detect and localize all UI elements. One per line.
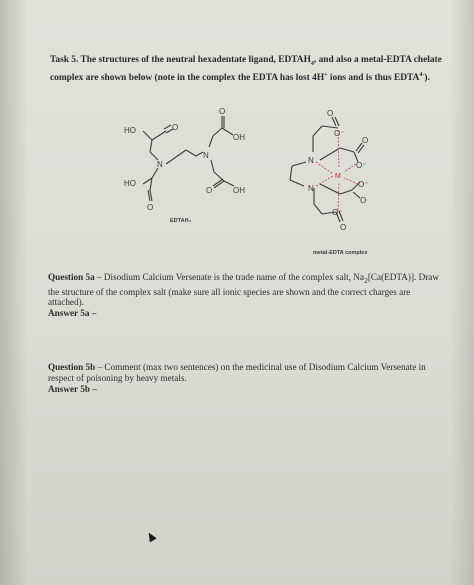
question-5a-label: Question 5a xyxy=(48,272,95,282)
complex-atom-n-bottom: N xyxy=(308,184,314,193)
complex-caption: metal-EDTA complex xyxy=(313,250,368,256)
task-text-3: ions and is thus EDTA xyxy=(327,73,420,83)
complex-atom-ominus-right-top: O⁻ xyxy=(356,161,367,170)
question-5b-label: Question 5b xyxy=(48,362,96,372)
atom-ho-mid: HO xyxy=(124,179,136,188)
metal-edta-complex-structure xyxy=(290,117,367,222)
task-text-4: ). xyxy=(424,73,430,83)
chemical-structures xyxy=(0,0,474,270)
complex-metal-center: M xyxy=(335,173,341,180)
question-5a-text-a: – Disodium Calcium Versenate is the trade name of the complex salt, Na xyxy=(94,272,364,282)
question-5b-text: – Comment (max two sentences) on the medicinal use of Disodium Calcium Versenate in respect of poisoning by heavy metals. xyxy=(48,362,426,383)
edtah4-structure xyxy=(143,116,234,201)
coordination-bonds xyxy=(316,130,358,210)
question-5b xyxy=(48,362,448,394)
mouse-cursor-icon xyxy=(145,531,156,543)
question-5a-sub-2: 2 xyxy=(363,275,368,285)
atom-ho-top: HO xyxy=(124,126,136,135)
complex-atom-ominus-bottom: O⁻ xyxy=(332,208,343,217)
question-5a-text-b: [Ca(EDTA)]. Draw the structure of the complex salt (make sure all ionic species are shown and the correct charges are attached). xyxy=(48,272,440,308)
question-5a xyxy=(48,272,448,319)
task-text-1: Task 5. The structures of the neutral hexadentate ligand, EDTAH xyxy=(50,55,311,65)
task-sub-4: 4 xyxy=(310,60,314,67)
task-text-2: , and also a metal-EDTA chelate complex are shown below (note in the complex the EDTA has lost 4H xyxy=(50,55,442,83)
atom-oh-right: OH xyxy=(233,133,245,142)
ligand-caption: EDTAH₄ xyxy=(170,218,192,224)
answer-5b-label: Answer 5b – xyxy=(48,383,97,394)
atom-n-left: N xyxy=(157,160,163,169)
complex-atom-o-bottom: O xyxy=(340,223,347,232)
complex-atom-ominus-right-bottom: O⁻ xyxy=(358,180,369,189)
complex-atom-ominus-top: O⁻ xyxy=(334,129,345,138)
complex-atom-o-right-bottom: O xyxy=(360,196,367,205)
complex-atom-o-right-top: O xyxy=(362,136,369,145)
task-sup-plus: + xyxy=(324,71,328,78)
atom-o-bottom: O xyxy=(147,203,154,212)
atom-o-right-bottom: O xyxy=(206,186,213,195)
complex-atom-n-top: N xyxy=(308,156,314,165)
atom-oh-bottom: OH xyxy=(233,186,245,195)
atom-o-right-top: O xyxy=(219,107,226,116)
atom-n-right: N xyxy=(203,151,209,160)
atom-o-top: O xyxy=(172,123,179,132)
answer-5a-label: Answer 5a – xyxy=(48,308,97,319)
task-sup-charge: 4- xyxy=(419,71,425,78)
complex-atom-o-top: O xyxy=(327,109,334,118)
